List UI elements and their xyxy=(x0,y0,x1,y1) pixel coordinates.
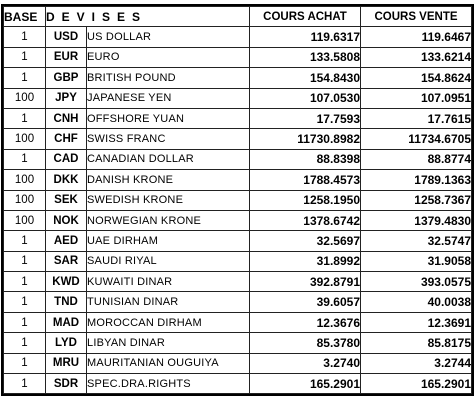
currency-code-cell: DKK xyxy=(46,170,87,190)
currency-code-cell: SEK xyxy=(46,190,87,210)
table-row xyxy=(4,27,472,47)
base-cell: 1 xyxy=(4,68,46,88)
table-row xyxy=(4,47,472,67)
base-cell: 1 xyxy=(4,333,46,353)
base-cell: 100 xyxy=(4,88,46,108)
sell-rate-cell: 40.0038 xyxy=(361,292,472,312)
base-cell: 100 xyxy=(4,190,46,210)
sell-rate-cell: 1379.4830 xyxy=(361,210,472,230)
header-cours-achat: COURS ACHAT xyxy=(250,7,361,27)
sell-rate-cell: 1258.7367 xyxy=(361,190,472,210)
sell-rate-cell: 31.9058 xyxy=(361,251,472,271)
table-row xyxy=(4,88,472,108)
buy-rate-cell: 1378.6742 xyxy=(250,210,361,230)
base-cell: 100 xyxy=(4,129,46,149)
sell-rate-cell: 107.0951 xyxy=(361,88,472,108)
currency-code-cell: SAR xyxy=(46,251,87,271)
base-cell: 1 xyxy=(4,374,46,394)
table-row xyxy=(4,68,472,88)
sell-rate-cell: 3.2744 xyxy=(361,353,472,373)
table-row xyxy=(4,333,472,353)
base-cell: 1 xyxy=(4,272,46,292)
base-cell: 1 xyxy=(4,47,46,67)
sell-rate-cell: 133.6214 xyxy=(361,47,472,67)
table-row xyxy=(4,374,472,394)
buy-rate-cell: 154.8430 xyxy=(250,68,361,88)
currency-code-cell: CHF xyxy=(46,129,87,149)
currency-code-cell: EUR xyxy=(46,47,87,67)
currency-code-cell: SDR xyxy=(46,374,87,394)
buy-rate-cell: 17.7593 xyxy=(250,108,361,128)
currency-code-cell: KWD xyxy=(46,272,87,292)
currency-name-cell: SPEC.DRA.RIGHTS xyxy=(87,374,250,394)
base-cell: 1 xyxy=(4,27,46,47)
currency-code-cell: CAD xyxy=(46,149,87,169)
currency-name-cell: NORWEGIAN KRONE xyxy=(87,210,250,230)
currency-name-cell: EURO xyxy=(87,47,250,67)
sell-rate-cell: 393.0575 xyxy=(361,272,472,292)
sell-rate-cell: 165.2901 xyxy=(361,374,472,394)
sell-rate-cell: 88.8774 xyxy=(361,149,472,169)
sell-rate-cell: 119.6467 xyxy=(361,27,472,47)
table-row xyxy=(4,292,472,312)
currency-code-cell: USD xyxy=(46,27,87,47)
buy-rate-cell: 119.6317 xyxy=(250,27,361,47)
table-row xyxy=(4,129,472,149)
currency-code-cell: MAD xyxy=(46,312,87,332)
rates-table-container xyxy=(3,6,472,394)
exchange-rates-table xyxy=(3,6,472,394)
sell-rate-cell: 1789.1363 xyxy=(361,170,472,190)
table-row xyxy=(4,231,472,251)
currency-code-cell: LYD xyxy=(46,333,87,353)
currency-name-cell: UAE DIRHAM xyxy=(87,231,250,251)
currency-name-cell: LIBYAN DINAR xyxy=(87,333,250,353)
currency-name-cell: MOROCCAN DIRHAM xyxy=(87,312,250,332)
buy-rate-cell: 1788.4573 xyxy=(250,170,361,190)
currency-name-cell: SWISS FRANC xyxy=(87,129,250,149)
table-row xyxy=(4,272,472,292)
sell-rate-cell: 11734.6705 xyxy=(361,129,472,149)
sell-rate-cell: 17.7615 xyxy=(361,108,472,128)
currency-name-cell: KUWAITI DINAR xyxy=(87,272,250,292)
buy-rate-cell: 392.8791 xyxy=(250,272,361,292)
buy-rate-cell: 165.2901 xyxy=(250,374,361,394)
currency-code-cell: JPY xyxy=(46,88,87,108)
header-devises: DEVISES xyxy=(46,7,250,27)
buy-rate-cell: 31.8992 xyxy=(250,251,361,271)
buy-rate-cell: 32.5697 xyxy=(250,231,361,251)
currency-name-cell: TUNISIAN DINAR xyxy=(87,292,250,312)
base-cell: 1 xyxy=(4,251,46,271)
table-row xyxy=(4,251,472,271)
base-cell: 1 xyxy=(4,108,46,128)
table-row xyxy=(4,149,472,169)
sell-rate-cell: 32.5747 xyxy=(361,231,472,251)
buy-rate-cell: 11730.8982 xyxy=(250,129,361,149)
currency-code-cell: AED xyxy=(46,231,87,251)
base-cell: 1 xyxy=(4,292,46,312)
currency-name-cell: DANISH KRONE xyxy=(87,170,250,190)
currency-name-cell: JAPANESE YEN xyxy=(87,88,250,108)
header-base: BASE xyxy=(4,7,46,27)
table-row xyxy=(4,353,472,373)
base-cell: 1 xyxy=(4,312,46,332)
currency-code-cell: CNH xyxy=(46,108,87,128)
base-cell: 1 xyxy=(4,149,46,169)
currency-code-cell: GBP xyxy=(46,68,87,88)
buy-rate-cell: 85.3780 xyxy=(250,333,361,353)
header-cours-vente: COURS VENTE xyxy=(361,7,472,27)
currency-name-cell: BRITISH POUND xyxy=(87,68,250,88)
table-row xyxy=(4,170,472,190)
currency-name-cell: SAUDI RIYAL xyxy=(87,251,250,271)
table-row xyxy=(4,312,472,332)
currency-name-cell: CANADIAN DOLLAR xyxy=(87,149,250,169)
sell-rate-cell: 85.8175 xyxy=(361,333,472,353)
buy-rate-cell: 88.8398 xyxy=(250,149,361,169)
buy-rate-cell: 107.0530 xyxy=(250,88,361,108)
currency-name-cell: OFFSHORE YUAN xyxy=(87,108,250,128)
currency-name-cell: MAURITANIAN OUGUIYA xyxy=(87,353,250,373)
table-row xyxy=(4,108,472,128)
table-row xyxy=(4,210,472,230)
table-header-row xyxy=(4,7,472,27)
buy-rate-cell: 39.6057 xyxy=(250,292,361,312)
base-cell: 1 xyxy=(4,231,46,251)
table-row xyxy=(4,190,472,210)
table-body xyxy=(4,27,472,394)
buy-rate-cell: 12.3676 xyxy=(250,312,361,332)
buy-rate-cell: 3.2740 xyxy=(250,353,361,373)
currency-code-cell: MRU xyxy=(46,353,87,373)
base-cell: 100 xyxy=(4,210,46,230)
currency-code-cell: NOK xyxy=(46,210,87,230)
buy-rate-cell: 1258.1950 xyxy=(250,190,361,210)
sell-rate-cell: 154.8624 xyxy=(361,68,472,88)
base-cell: 1 xyxy=(4,353,46,373)
sell-rate-cell: 12.3691 xyxy=(361,312,472,332)
currency-name-cell: US DOLLAR xyxy=(87,27,250,47)
currency-code-cell: TND xyxy=(46,292,87,312)
buy-rate-cell: 133.5808 xyxy=(250,47,361,67)
currency-name-cell: SWEDISH KRONE xyxy=(87,190,250,210)
base-cell: 100 xyxy=(4,170,46,190)
